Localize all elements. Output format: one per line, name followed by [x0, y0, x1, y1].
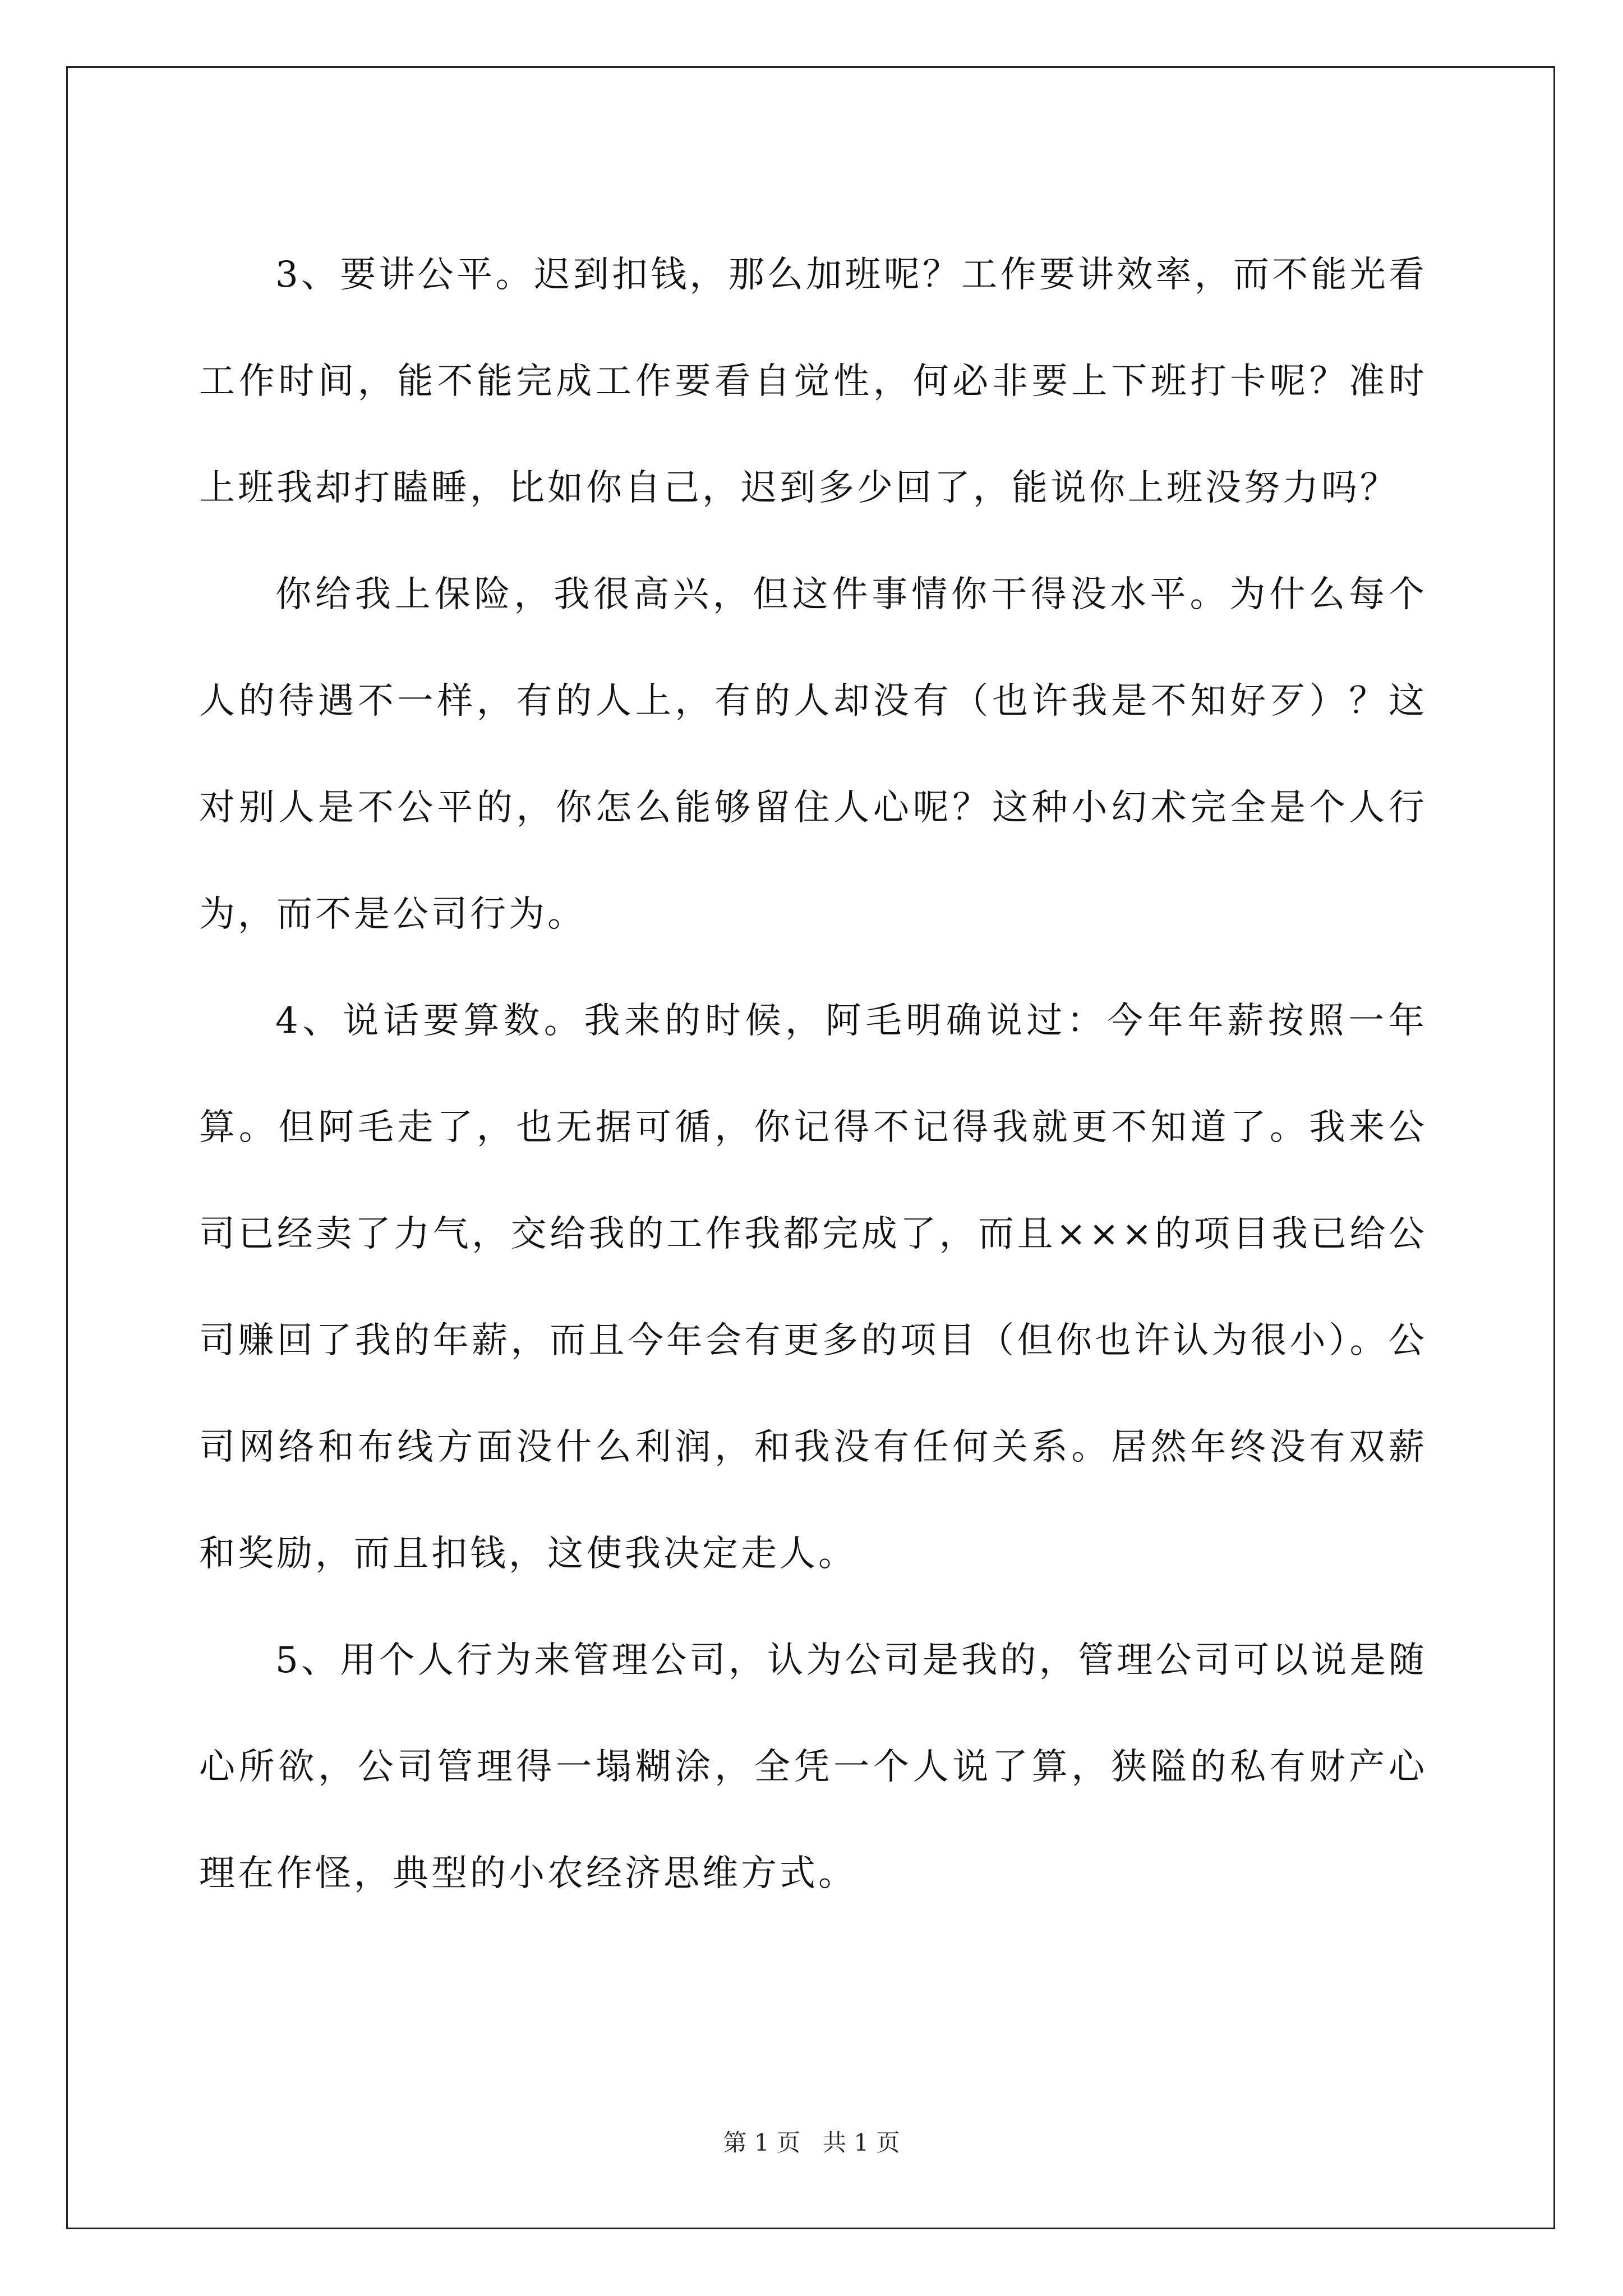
paragraph-keep-promises: 4、说话要算数。我来的时候，阿毛明确说过：今年年薪按照一年算。但阿毛走了，也无据可循，你记得不记得我就更不知道了。我来公司已经卖了力气，交给我的工作我都完成了，而且×××的项目我已给公司赚回了我的年薪，而且今年会有更多的项目（但你也许认为很小）。公司网络和布线方面没什么利润，和我没有任何关系。居然年终没有双薪和奖励，而且扣钱，这使我决定走人。	[199, 1000, 1427, 1575]
document-body	[199, 222, 1427, 1927]
paragraph-insurance: 你给我上保险，我很高兴，但这件事情你干得没水平。为什么每个人的待遇不一样，有的人上，有的人却没有（也许我是不知好歹）？这对别人是不公平的，你怎么能够留住人心呢？这种小幻术完全是个人行为，而不是公司行为。	[199, 574, 1427, 935]
paragraph-attendance-fairness: 3、要讲公平。迟到扣钱，那么加班呢？工作要讲效率，而不能光看工作时间，能不能完成工作要看自觉性，何必非要上下班打卡呢？准时上班我却打瞌睡，比如你自己，迟到多少回了，能说你上班没努力吗？	[199, 254, 1427, 509]
page-number-footer: 第 1 页 共 1 页	[723, 2129, 900, 2156]
paragraph-personal-management: 5、用个人行为来管理公司，认为公司是我的，管理公司可以说是随心所欲，公司管理得一塌糊涂，全凭一个人说了算，狭隘的私有财产心理在作怪，典型的小农经济思维方式。	[199, 1640, 1427, 1894]
